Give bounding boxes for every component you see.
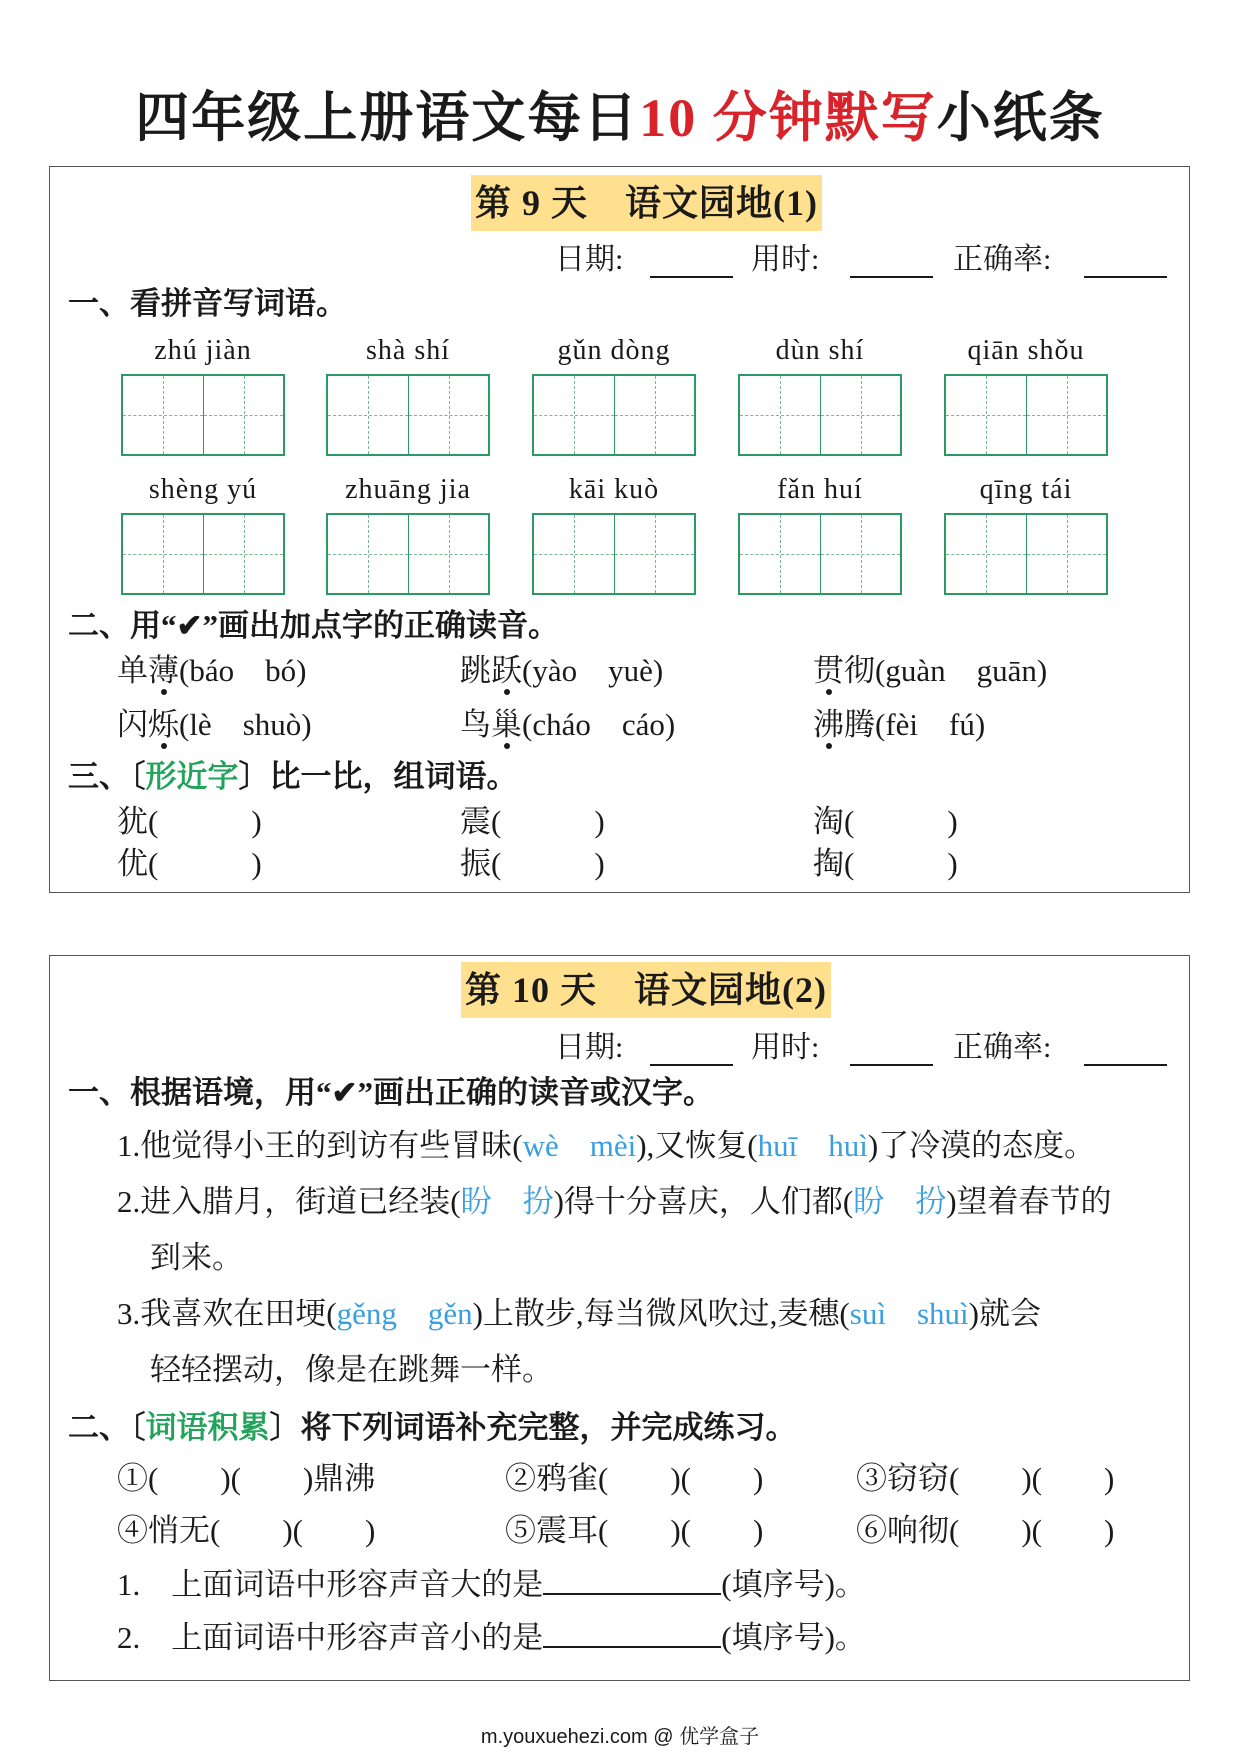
pinyin-label: gǔn dòng — [557, 335, 671, 366]
text-segment: 轻轻摆动，像是在跳舞一样。 — [150, 1352, 553, 1387]
pinyin-label: qiān shǒu — [967, 335, 1085, 366]
pinyin-label: fǎn huí — [777, 474, 863, 505]
answer-option[interactable]: 盼 扮 — [460, 1184, 554, 1219]
text-segment: 二、〔 — [68, 1410, 146, 1445]
dotted-character: 巢 — [491, 705, 522, 745]
text-segment: 3.我喜欢在田埂( — [117, 1296, 337, 1331]
pronunciation-item[interactable] — [813, 705, 985, 745]
text-segment: 单 — [117, 653, 148, 688]
day9-section1-title: 一、看拼音写词语。 — [68, 286, 347, 321]
day10-accuracy-field[interactable] — [1084, 1034, 1167, 1066]
answer-blank[interactable] — [543, 1616, 721, 1648]
writing-grid[interactable] — [532, 374, 696, 456]
idiom-item[interactable]: ②鸦雀( )( ) — [505, 1461, 764, 1496]
day9-section3-title — [68, 757, 518, 797]
text-segment: )上散步,每当微风吹过,麦穗( — [472, 1296, 850, 1331]
idiom-item[interactable]: ④悄无( )( ) — [117, 1513, 376, 1548]
pinyin-label: shà shí — [366, 335, 450, 366]
text-segment: (cháo cáo) — [522, 707, 676, 742]
text-segment: 1.他觉得小王的到访有些冒昧( — [117, 1128, 523, 1163]
text-segment: (填序号)。 — [721, 1567, 866, 1602]
dotted-character: 沸 — [813, 705, 844, 745]
day10-time-label: 用时: — [751, 1031, 820, 1064]
pinyin-label: shèng yú — [148, 474, 258, 505]
pronunciation-item[interactable] — [117, 651, 306, 691]
text-segment: 1. 上面词语中形容声音大的是 — [117, 1567, 544, 1602]
day10-section2-title — [68, 1408, 797, 1448]
text-segment: 到来。 — [150, 1240, 243, 1275]
dotted-character: 跃 — [491, 651, 522, 691]
dotted-character: 薄 — [148, 651, 179, 691]
text-segment: )了冷漠的态度。 — [867, 1128, 1096, 1163]
day10-accuracy-label: 正确率: — [953, 1031, 1052, 1064]
context-sentence[interactable] — [117, 1182, 1112, 1222]
answer-option[interactable]: gěng gěn — [336, 1296, 473, 1331]
pronunciation-item[interactable] — [813, 651, 1047, 691]
writing-grid[interactable] — [326, 374, 490, 456]
day10-card — [49, 955, 1190, 1681]
category-label: 词语积累 — [145, 1410, 270, 1445]
writing-grid[interactable] — [121, 374, 285, 456]
text-segment: ),又恢复( — [636, 1128, 758, 1163]
writing-grid[interactable] — [944, 513, 1108, 595]
title-part-2: 10 分钟默写 — [639, 88, 937, 148]
text-segment: 〕将下列词语补充完整，并完成练习。 — [269, 1410, 797, 1445]
context-sentence-continued — [150, 1350, 553, 1390]
day9-date-field[interactable] — [650, 246, 733, 278]
pronunciation-item[interactable] — [117, 705, 312, 745]
writing-grid[interactable] — [738, 513, 902, 595]
writing-grid[interactable] — [326, 513, 490, 595]
idiom-item[interactable]: ⑥响彻( )( ) — [856, 1513, 1115, 1548]
text-segment: )望着春节的 — [946, 1184, 1112, 1219]
day10-date-label: 日期: — [555, 1031, 624, 1064]
text-segment: 腾(fèi fú) — [844, 707, 986, 742]
text-segment: 鸟 — [460, 707, 491, 742]
answer-option[interactable]: 盼 扮 — [853, 1184, 947, 1219]
question-line[interactable] — [117, 1563, 866, 1605]
text-segment: (yào yuè) — [522, 653, 664, 688]
writing-grid[interactable] — [944, 374, 1108, 456]
pronunciation-item[interactable] — [460, 651, 663, 691]
pinyin-label: kāi kuò — [568, 474, 660, 505]
idiom-item[interactable]: ⑤震耳( )( ) — [505, 1513, 764, 1548]
title-part-3: 小纸条 — [936, 88, 1105, 148]
text-segment: 2. 上面词语中形容声音小的是 — [117, 1620, 544, 1655]
answer-option[interactable]: suì shuì — [849, 1296, 969, 1331]
text-segment: )就会 — [968, 1296, 1041, 1331]
context-sentence[interactable] — [117, 1126, 1095, 1166]
text-segment: 彻(guàn guān) — [844, 653, 1048, 688]
similar-char-item[interactable]: 掏( ) — [813, 846, 958, 881]
text-segment: (báo bó) — [179, 653, 307, 688]
similar-char-item[interactable]: 犹( ) — [117, 804, 262, 839]
pinyin-label: qīng tái — [979, 474, 1073, 505]
day9-accuracy-label: 正确率: — [953, 243, 1052, 276]
pronunciation-item[interactable] — [460, 705, 675, 745]
idiom-item[interactable]: ③窃窃( )( ) — [856, 1461, 1115, 1496]
title-part-1: 四年级上册语文每日 — [135, 88, 640, 148]
pinyin-label: zhuāng jia — [345, 474, 471, 505]
context-sentence[interactable] — [117, 1294, 1041, 1334]
day9-time-label: 用时: — [751, 243, 820, 276]
footer-credit: m.youxuehezi.com @ 优学盒子 — [480, 1726, 760, 1748]
writing-grid[interactable] — [532, 513, 696, 595]
text-segment: 2.进入腊月，街道已经装( — [117, 1184, 461, 1219]
dotted-character: 烁 — [148, 705, 179, 745]
text-segment: 三、〔 — [68, 759, 146, 794]
answer-option[interactable]: wè mèi — [522, 1128, 637, 1163]
pinyin-label: zhú jiàn — [154, 335, 252, 366]
day9-time-field[interactable] — [850, 246, 933, 278]
text-segment: 跳 — [460, 653, 491, 688]
question-line[interactable] — [117, 1616, 866, 1658]
day10-header: 第 10 天 语文园地(2) — [461, 962, 831, 1018]
day10-time-field[interactable] — [850, 1034, 933, 1066]
day9-header: 第 9 天 语文园地(1) — [471, 175, 822, 231]
answer-blank[interactable] — [543, 1563, 721, 1595]
category-label: 形近字 — [145, 759, 239, 794]
similar-char-item[interactable]: 震( ) — [460, 804, 605, 839]
similar-char-item[interactable]: 淘( ) — [813, 804, 958, 839]
context-sentence-continued — [150, 1238, 243, 1278]
text-segment: )得十分喜庆，人们都( — [553, 1184, 854, 1219]
idiom-item[interactable]: ①( )( )鼎沸 — [117, 1461, 376, 1496]
answer-option[interactable]: huī huì — [757, 1128, 868, 1163]
text-segment: (填序号)。 — [721, 1620, 866, 1655]
text-segment: (lè shuò) — [179, 707, 312, 742]
similar-char-item[interactable]: 优( ) — [117, 846, 262, 881]
writing-grid[interactable] — [738, 374, 902, 456]
day10-date-field[interactable] — [650, 1034, 733, 1066]
writing-grid[interactable] — [121, 513, 285, 595]
text-segment: 闪 — [117, 707, 148, 742]
page-title — [0, 80, 1240, 156]
day10-section1-title: 一、根据语境，用“✔”画出正确的读音或汉字。 — [68, 1075, 714, 1110]
similar-char-item[interactable]: 振( ) — [460, 846, 605, 881]
day9-card — [49, 166, 1190, 893]
pinyin-label: dùn shí — [775, 335, 865, 366]
day9-accuracy-field[interactable] — [1084, 246, 1167, 278]
day9-section2-title: 二、用“✔”画出加点字的正确读音。 — [68, 608, 559, 643]
day9-date-label: 日期: — [555, 243, 624, 276]
dotted-character: 贯 — [813, 651, 844, 691]
text-segment: 〕比一比，组词语。 — [238, 759, 518, 794]
